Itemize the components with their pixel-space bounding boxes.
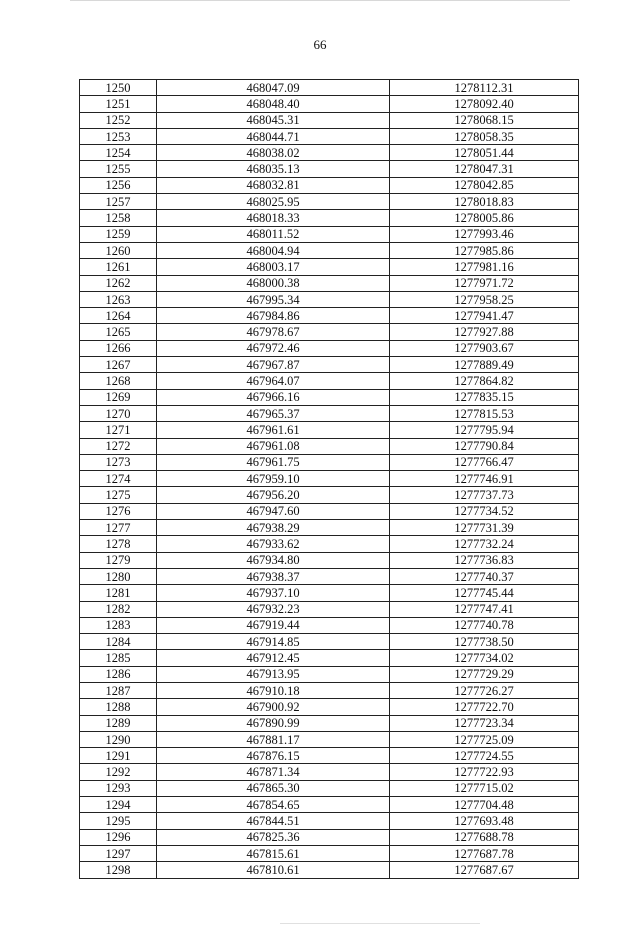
x-coordinate-cell: 468004.94 [157, 242, 390, 258]
y-coordinate-cell: 1277790.84 [390, 438, 579, 454]
x-coordinate-cell: 467871.34 [157, 764, 390, 780]
coordinates-table-body [80, 80, 579, 879]
y-coordinate-cell: 1277737.73 [390, 487, 579, 503]
point-id-cell: 1254 [80, 145, 157, 161]
x-coordinate-cell: 468035.13 [157, 161, 390, 177]
y-coordinate-cell: 1277738.50 [390, 634, 579, 650]
table-row [80, 666, 579, 682]
table-row [80, 422, 579, 438]
y-coordinate-cell: 1278005.86 [390, 210, 579, 226]
x-coordinate-cell: 468000.38 [157, 275, 390, 291]
y-coordinate-cell: 1277731.39 [390, 520, 579, 536]
x-coordinate-cell: 467956.20 [157, 487, 390, 503]
x-coordinate-cell: 467964.07 [157, 373, 390, 389]
y-coordinate-cell: 1277745.44 [390, 585, 579, 601]
point-id-cell: 1264 [80, 308, 157, 324]
point-id-cell: 1262 [80, 275, 157, 291]
x-coordinate-cell: 467938.29 [157, 520, 390, 536]
x-coordinate-cell: 467937.10 [157, 585, 390, 601]
y-coordinate-cell: 1277993.46 [390, 226, 579, 242]
y-coordinate-cell: 1277723.34 [390, 715, 579, 731]
point-id-cell: 1298 [80, 862, 157, 878]
y-coordinate-cell: 1278047.31 [390, 161, 579, 177]
point-id-cell: 1278 [80, 536, 157, 552]
table-row [80, 715, 579, 731]
x-coordinate-cell: 468048.40 [157, 96, 390, 112]
y-coordinate-cell: 1277687.67 [390, 862, 579, 878]
point-id-cell: 1250 [80, 80, 157, 96]
x-coordinate-cell: 467933.62 [157, 536, 390, 552]
point-id-cell: 1275 [80, 487, 157, 503]
table-row [80, 112, 579, 128]
table-row [80, 242, 579, 258]
point-id-cell: 1271 [80, 422, 157, 438]
point-id-cell: 1263 [80, 291, 157, 307]
x-coordinate-cell: 467876.15 [157, 748, 390, 764]
x-coordinate-cell: 467978.67 [157, 324, 390, 340]
x-coordinate-cell: 467914.85 [157, 634, 390, 650]
table-row [80, 373, 579, 389]
table-row [80, 487, 579, 503]
x-coordinate-cell: 468025.95 [157, 194, 390, 210]
y-coordinate-cell: 1277927.88 [390, 324, 579, 340]
table-row [80, 308, 579, 324]
table-row [80, 438, 579, 454]
point-id-cell: 1253 [80, 128, 157, 144]
y-coordinate-cell: 1277958.25 [390, 291, 579, 307]
point-id-cell: 1276 [80, 503, 157, 519]
y-coordinate-cell: 1277732.24 [390, 536, 579, 552]
x-coordinate-cell: 467961.75 [157, 454, 390, 470]
x-coordinate-cell: 467865.30 [157, 780, 390, 796]
point-id-cell: 1284 [80, 634, 157, 650]
point-id-cell: 1287 [80, 682, 157, 698]
point-id-cell: 1290 [80, 731, 157, 747]
point-id-cell: 1273 [80, 454, 157, 470]
point-id-cell: 1252 [80, 112, 157, 128]
x-coordinate-cell: 468038.02 [157, 145, 390, 161]
x-coordinate-cell: 467881.17 [157, 731, 390, 747]
point-id-cell: 1256 [80, 177, 157, 193]
table-row [80, 829, 579, 845]
y-coordinate-cell: 1278018.83 [390, 194, 579, 210]
x-coordinate-cell: 467984.86 [157, 308, 390, 324]
page-edge-top [70, 0, 570, 1]
y-coordinate-cell: 1277815.53 [390, 405, 579, 421]
y-coordinate-cell: 1277693.48 [390, 813, 579, 829]
y-coordinate-cell: 1277981.16 [390, 259, 579, 275]
table-row [80, 454, 579, 470]
point-id-cell: 1259 [80, 226, 157, 242]
y-coordinate-cell: 1277725.09 [390, 731, 579, 747]
point-id-cell: 1283 [80, 617, 157, 633]
point-id-cell: 1269 [80, 389, 157, 405]
table-row [80, 259, 579, 275]
point-id-cell: 1286 [80, 666, 157, 682]
x-coordinate-cell: 467961.08 [157, 438, 390, 454]
x-coordinate-cell: 468045.31 [157, 112, 390, 128]
y-coordinate-cell: 1277740.78 [390, 617, 579, 633]
y-coordinate-cell: 1277795.94 [390, 422, 579, 438]
point-id-cell: 1257 [80, 194, 157, 210]
point-id-cell: 1282 [80, 601, 157, 617]
point-id-cell: 1279 [80, 552, 157, 568]
y-coordinate-cell: 1278051.44 [390, 145, 579, 161]
y-coordinate-cell: 1278058.35 [390, 128, 579, 144]
table-row [80, 568, 579, 584]
x-coordinate-cell: 467919.44 [157, 617, 390, 633]
y-coordinate-cell: 1277734.02 [390, 650, 579, 666]
table-row [80, 128, 579, 144]
x-coordinate-cell: 467844.51 [157, 813, 390, 829]
y-coordinate-cell: 1277864.82 [390, 373, 579, 389]
y-coordinate-cell: 1278112.31 [390, 80, 579, 96]
x-coordinate-cell: 467825.36 [157, 829, 390, 845]
y-coordinate-cell: 1277704.48 [390, 797, 579, 813]
table-row [80, 731, 579, 747]
x-coordinate-cell: 468018.33 [157, 210, 390, 226]
y-coordinate-cell: 1277687.78 [390, 845, 579, 861]
table-row [80, 96, 579, 112]
table-row [80, 389, 579, 405]
point-id-cell: 1265 [80, 324, 157, 340]
point-id-cell: 1270 [80, 405, 157, 421]
table-row [80, 650, 579, 666]
table-row [80, 862, 579, 878]
table-row [80, 291, 579, 307]
table-row [80, 536, 579, 552]
x-coordinate-cell: 467934.80 [157, 552, 390, 568]
point-id-cell: 1294 [80, 797, 157, 813]
x-coordinate-cell: 468032.81 [157, 177, 390, 193]
table-row [80, 748, 579, 764]
y-coordinate-cell: 1277722.70 [390, 699, 579, 715]
table-row [80, 324, 579, 340]
point-id-cell: 1251 [80, 96, 157, 112]
x-coordinate-cell: 467947.60 [157, 503, 390, 519]
point-id-cell: 1291 [80, 748, 157, 764]
table-row [80, 682, 579, 698]
table-row [80, 145, 579, 161]
y-coordinate-cell: 1277736.83 [390, 552, 579, 568]
y-coordinate-cell: 1277835.15 [390, 389, 579, 405]
point-id-cell: 1288 [80, 699, 157, 715]
x-coordinate-cell: 467912.45 [157, 650, 390, 666]
x-coordinate-cell: 468011.52 [157, 226, 390, 242]
point-id-cell: 1261 [80, 259, 157, 275]
x-coordinate-cell: 467810.61 [157, 862, 390, 878]
x-coordinate-cell: 467815.61 [157, 845, 390, 861]
y-coordinate-cell: 1277740.37 [390, 568, 579, 584]
table-row [80, 699, 579, 715]
y-coordinate-cell: 1277985.86 [390, 242, 579, 258]
x-coordinate-cell: 468047.09 [157, 80, 390, 96]
table-row [80, 226, 579, 242]
x-coordinate-cell: 467900.92 [157, 699, 390, 715]
table-row [80, 177, 579, 193]
point-id-cell: 1277 [80, 520, 157, 536]
point-id-cell: 1297 [80, 845, 157, 861]
point-id-cell: 1285 [80, 650, 157, 666]
y-coordinate-cell: 1277688.78 [390, 829, 579, 845]
y-coordinate-cell: 1277746.91 [390, 471, 579, 487]
x-coordinate-cell: 467961.61 [157, 422, 390, 438]
table-row [80, 780, 579, 796]
point-id-cell: 1267 [80, 357, 157, 373]
table-row [80, 275, 579, 291]
table-row [80, 764, 579, 780]
x-coordinate-cell: 467967.87 [157, 357, 390, 373]
y-coordinate-cell: 1277941.47 [390, 308, 579, 324]
table-row [80, 585, 579, 601]
table-row [80, 405, 579, 421]
point-id-cell: 1295 [80, 813, 157, 829]
x-coordinate-cell: 467913.95 [157, 666, 390, 682]
y-coordinate-cell: 1277971.72 [390, 275, 579, 291]
x-coordinate-cell: 467966.16 [157, 389, 390, 405]
x-coordinate-cell: 467972.46 [157, 340, 390, 356]
table-row [80, 813, 579, 829]
point-id-cell: 1258 [80, 210, 157, 226]
table-row [80, 80, 579, 96]
point-id-cell: 1296 [80, 829, 157, 845]
coordinates-table [79, 79, 579, 879]
x-coordinate-cell: 467854.65 [157, 797, 390, 813]
point-id-cell: 1272 [80, 438, 157, 454]
point-id-cell: 1255 [80, 161, 157, 177]
table-row [80, 503, 579, 519]
y-coordinate-cell: 1278042.85 [390, 177, 579, 193]
table-row [80, 357, 579, 373]
table-row [80, 194, 579, 210]
point-id-cell: 1289 [80, 715, 157, 731]
table-row [80, 161, 579, 177]
point-id-cell: 1281 [80, 585, 157, 601]
x-coordinate-cell: 467965.37 [157, 405, 390, 421]
table-row [80, 340, 579, 356]
table-row [80, 471, 579, 487]
y-coordinate-cell: 1277889.49 [390, 357, 579, 373]
point-id-cell: 1268 [80, 373, 157, 389]
page-number: 66 [313, 37, 327, 52]
x-coordinate-cell: 467890.99 [157, 715, 390, 731]
y-coordinate-cell: 1277715.02 [390, 780, 579, 796]
table-row [80, 634, 579, 650]
y-coordinate-cell: 1277766.47 [390, 454, 579, 470]
page-edge-bottom [280, 923, 480, 924]
x-coordinate-cell: 467959.10 [157, 471, 390, 487]
y-coordinate-cell: 1278092.40 [390, 96, 579, 112]
table-row [80, 617, 579, 633]
table-row [80, 601, 579, 617]
y-coordinate-cell: 1277726.27 [390, 682, 579, 698]
table-row [80, 520, 579, 536]
point-id-cell: 1266 [80, 340, 157, 356]
y-coordinate-cell: 1278068.15 [390, 112, 579, 128]
y-coordinate-cell: 1277722.93 [390, 764, 579, 780]
y-coordinate-cell: 1277724.55 [390, 748, 579, 764]
x-coordinate-cell: 468003.17 [157, 259, 390, 275]
y-coordinate-cell: 1277734.52 [390, 503, 579, 519]
point-id-cell: 1293 [80, 780, 157, 796]
y-coordinate-cell: 1277729.29 [390, 666, 579, 682]
y-coordinate-cell: 1277747.41 [390, 601, 579, 617]
y-coordinate-cell: 1277903.67 [390, 340, 579, 356]
table-row [80, 797, 579, 813]
point-id-cell: 1292 [80, 764, 157, 780]
x-coordinate-cell: 467995.34 [157, 291, 390, 307]
x-coordinate-cell: 467910.18 [157, 682, 390, 698]
table-row [80, 552, 579, 568]
point-id-cell: 1274 [80, 471, 157, 487]
x-coordinate-cell: 467932.23 [157, 601, 390, 617]
table-row [80, 210, 579, 226]
table-row [80, 845, 579, 861]
point-id-cell: 1280 [80, 568, 157, 584]
x-coordinate-cell: 467938.37 [157, 568, 390, 584]
x-coordinate-cell: 468044.71 [157, 128, 390, 144]
point-id-cell: 1260 [80, 242, 157, 258]
